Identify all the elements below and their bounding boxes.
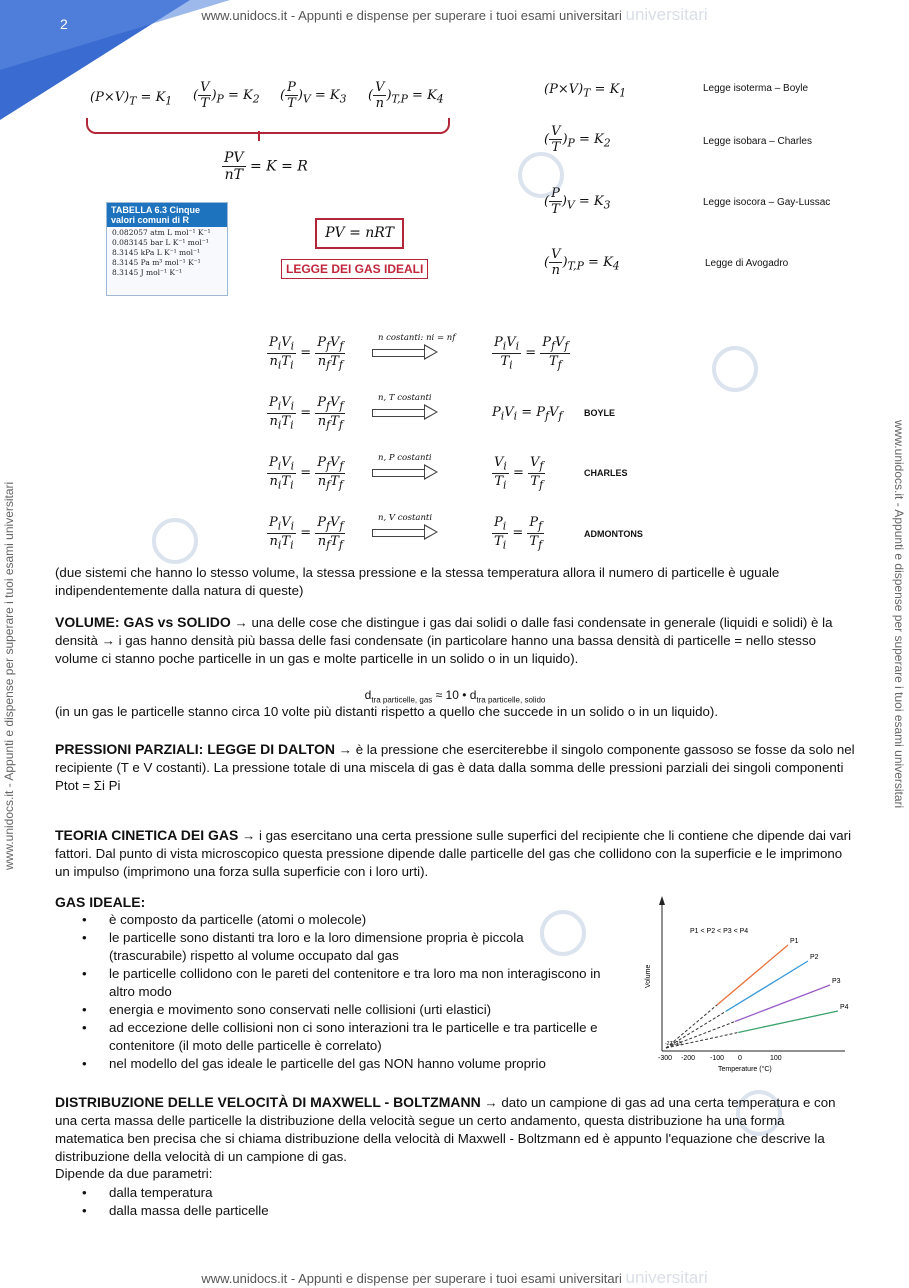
section-heading: VOLUME: GAS vs SOLIDO: [55, 614, 231, 630]
section-body: → i gas esercitano una certa pressione sulle superfici del recipiente che li contiene che dipende dai vari fattori. Dal punto di vista microscopico questa pressione dipende dalle particelle del gas che collidono con la superficie e le imprimono un impulso (imprimono una forza sulla superficie con i loro urti).: [55, 828, 852, 879]
ideal-gas-law-label: LEGGE DEI GAS IDEALI: [281, 259, 428, 279]
law-name: CHARLES: [584, 468, 628, 478]
depends-text: Dipende da due parametri:: [55, 1166, 213, 1181]
section-body: → è la pressione che eserciterebbe il singolo componente gassoso se fosse da solo nel recipiente (T e V costanti). La pressione totale di una miscela di gas è data dalla somma delle pressioni parziali dei singoli componenti Ptot = Σi Pi: [55, 742, 855, 793]
right-law-avogadro: ( $\frac{V}{n}$ )$_{T,P} = K_4$: [544, 247, 620, 278]
law-name: BOYLE: [584, 408, 616, 418]
list-item: • dalla massa delle particelle: [82, 1202, 602, 1220]
section-volume: [55, 613, 855, 668]
brace-tip: [258, 131, 270, 141]
charles-law-graph: [640, 893, 855, 1078]
section-maxwell: [55, 1093, 855, 1166]
derivation-result: $\frac{P_i}{T_i}$ = $\frac{P_f}{T_f}$: [494, 515, 543, 552]
paragraph-avogadro-note: (due sistemi che hanno lo stesso volume, la stessa pressione e la stessa temperatura allora il numero di particelle è uguale indipendentemente dalla natura di queste): [55, 565, 780, 598]
series-lines: [666, 938, 849, 1048]
table-row: 8.3145 Pa m³ mol⁻¹ K⁻¹: [112, 258, 201, 267]
combined-den: nT: [224, 167, 243, 183]
law-charles-formula: ( $\frac{V}{T}$ )$_P = K_2$: [193, 80, 260, 111]
x-tick-label: -100: [710, 1055, 725, 1062]
right-law-charles: ( $\frac{V}{T}$ )$_P = K_2$: [544, 124, 611, 155]
table-title: TABELLA 6.3 Cinque valori comuni di R: [107, 203, 227, 227]
side-watermark-left: www.unidocs.it - Appunti e dispense per superare i tuoi esami universitari: [2, 481, 16, 870]
table-row: 0.083145 bar L K⁻¹ mol⁻¹: [112, 238, 209, 247]
side-watermark-right: www.unidocs.it - Appunti e dispense per superare i tuoi esami universitari: [892, 420, 906, 809]
distance-formula: $d_{tra particelle, gas} \approx 10$ • $d_{tra particelle, solido}$: [364, 688, 546, 705]
combined-rest: = K = R: [245, 158, 308, 175]
table-r-values: [106, 202, 228, 296]
law-name: ADMONTONS: [584, 529, 643, 539]
x-ticks: [658, 1055, 782, 1062]
list-item: • ad eccezione delle collisioni non ci sono interazioni tra le particelle e tra particelle e contenitore (il moto delle particelle è correlato): [82, 1019, 602, 1055]
list-item: • è composto da particelle (atomi o molecole): [82, 911, 602, 929]
watermark-logo-icon: [152, 518, 198, 564]
section-heading: PRESSIONI PARZIALI: LEGGE DI DALTON: [55, 741, 336, 757]
x-tick-label: -200: [681, 1055, 696, 1062]
page-number: 2: [60, 16, 68, 32]
y-axis-arrow-icon: [659, 896, 665, 905]
law-boyle-formula: $(P\times V)_T = K_1$: [90, 90, 173, 108]
ideal-gas-list: [82, 911, 602, 1073]
list-item: • nel modello del gas ideale le particelle del gas NON hanno volume proprio: [82, 1055, 602, 1073]
general-equation: $\frac{P_iV_i}{n_iT_i}$ = $\frac{P_fV_f}{n_fT_f}$: [269, 455, 344, 492]
general-equation: $\frac{P_iV_i}{n_iT_i}$ = $\frac{P_fV_f}{n_fT_f}$: [269, 335, 344, 372]
x-tick-label: 0: [738, 1055, 742, 1062]
series-label: P3: [832, 978, 841, 985]
right-law-charles-label: Legge isobara – Charles: [703, 136, 812, 147]
x-tick-label: 100: [770, 1055, 782, 1062]
right-law-boyle-label: Legge isoterma – Boyle: [703, 83, 809, 94]
list-item: • le particelle collidono con le pareti del contenitore e tra loro ma non interagiscono in altro modo: [82, 965, 602, 1001]
derivation-result: $P_iV_i = P_fV_f$: [492, 405, 563, 423]
distance-note: (in un gas le particelle stanno circa 10 volte più distanti rispetto a quello che succede in un solido o in un liquido).: [55, 704, 719, 719]
watermark-logo-icon: [712, 346, 758, 392]
list-item: • energia e movimento sono conservati nelle collisioni (urti elastici): [82, 1001, 602, 1019]
ideal-gas-equation: PV = nRT: [315, 218, 404, 249]
right-law-avogadro-label: Legge di Avogadro: [705, 258, 789, 269]
y-axis-label: Volume: [645, 964, 652, 988]
footer-watermark: www.unidocs.it - Appunti e dispense per superare i tuoi esami universitari universitari: [201, 1268, 708, 1287]
series-line: [717, 945, 788, 1005]
list-item: • dalla temperatura: [82, 1184, 602, 1202]
section-dalton: [55, 740, 855, 795]
derivation-result: $\frac{P_iV_i}{T_i}$ = $\frac{P_fV_f}{T_f}$: [494, 335, 569, 372]
section-heading: TEORIA CINETICA DEI GAS: [55, 827, 239, 843]
ghost-watermark-text: universitari: [625, 1268, 708, 1287]
series-label: P1: [790, 938, 799, 945]
general-equation: $\frac{P_iV_i}{n_iT_i}$ = $\frac{P_fV_f}{n_fT_f}$: [269, 515, 344, 552]
section-body: → dato un campione di gas ad una certa temperatura e con una certa massa delle particelle la distribuzione della velocità segue un certo andamento, questa distribuzione ha una forma matematica ben precisa che si chiama distribuzione della velocità di Maxwell - Boltzmann ed è appunto l'equazione che descrive la distribuzione della velocità di un campione di gas.: [55, 1095, 836, 1164]
section-body: → una delle cose che distingue i gas dai solidi o dalle fasi condensate in generale (liquidi e solidi) è la densità → i gas hanno densità più bassa delle fasi condensate (in particolare hanno una bassa densità di particelle = nello stesso volume ci stanno poche particelle in un gas e molte particelle in un solido o in un liquido).: [55, 615, 833, 666]
general-equation: $\frac{P_iV_i}{n_iT_i}$ = $\frac{P_fV_f}{n_fT_f}$: [269, 395, 344, 432]
derivation-result: $\frac{V_i}{T_i}$ = $\frac{V_f}{T_f}$: [494, 455, 544, 492]
series-extrapolation: [666, 1005, 717, 1048]
series-label: P4: [840, 1004, 849, 1011]
section-kinetic: [55, 826, 855, 881]
right-law-gaylussac: ( $\frac{P}{T}$ )$_V = K_3$: [544, 186, 611, 217]
table-row: 8.3145 J mol⁻¹ K⁻¹: [112, 268, 182, 277]
series-label: P2: [810, 954, 819, 961]
header-watermark: www.unidocs.it - Appunti e dispense per superare i tuoi esami universitari universitari: [201, 5, 708, 24]
depends-list: [82, 1184, 602, 1220]
x-axis-label: Temperature (°C): [718, 1066, 772, 1073]
list-item: • le particelle sono distanti tra loro e la loro dimensione propria è piccola (trascurabile) rispetto al volume occupato dal gas: [82, 929, 602, 965]
law-avogadro-formula: ( $\frac{V}{n}$ )$_{T,P} = K_4$: [368, 80, 444, 111]
intercept-label: -273.15: [665, 1041, 682, 1047]
table-row: 8.3145 kPa L K⁻¹ mol⁻¹: [112, 248, 201, 257]
ghost-watermark-text: universitari: [625, 5, 708, 24]
right-law-boyle: $(P\times V)_T = K_1$: [544, 82, 627, 100]
table-row: 0.082057 atm L mol⁻¹ K⁻¹: [112, 228, 211, 237]
law-gaylussac-formula: ( $\frac{P}{T}$ )$_V = K_3$: [280, 80, 347, 111]
combined-law: [222, 150, 308, 183]
section-heading-ideal-gas: GAS IDEALE:: [55, 894, 146, 910]
section-heading: DISTRIBUZIONE DELLE VELOCITÀ DI MAXWELL - BOLTZMANN: [55, 1094, 481, 1110]
combined-num: PV: [224, 150, 244, 166]
right-law-gaylussac-label: Legge isocora – Gay-Lussac: [703, 197, 831, 208]
series-extrapolation: [666, 1011, 726, 1048]
x-tick-label: -300: [658, 1055, 673, 1062]
series-extrapolation: [666, 1022, 735, 1048]
series-line: [726, 961, 808, 1011]
graph-legend: P1 < P2 < P3 < P4: [690, 928, 749, 935]
